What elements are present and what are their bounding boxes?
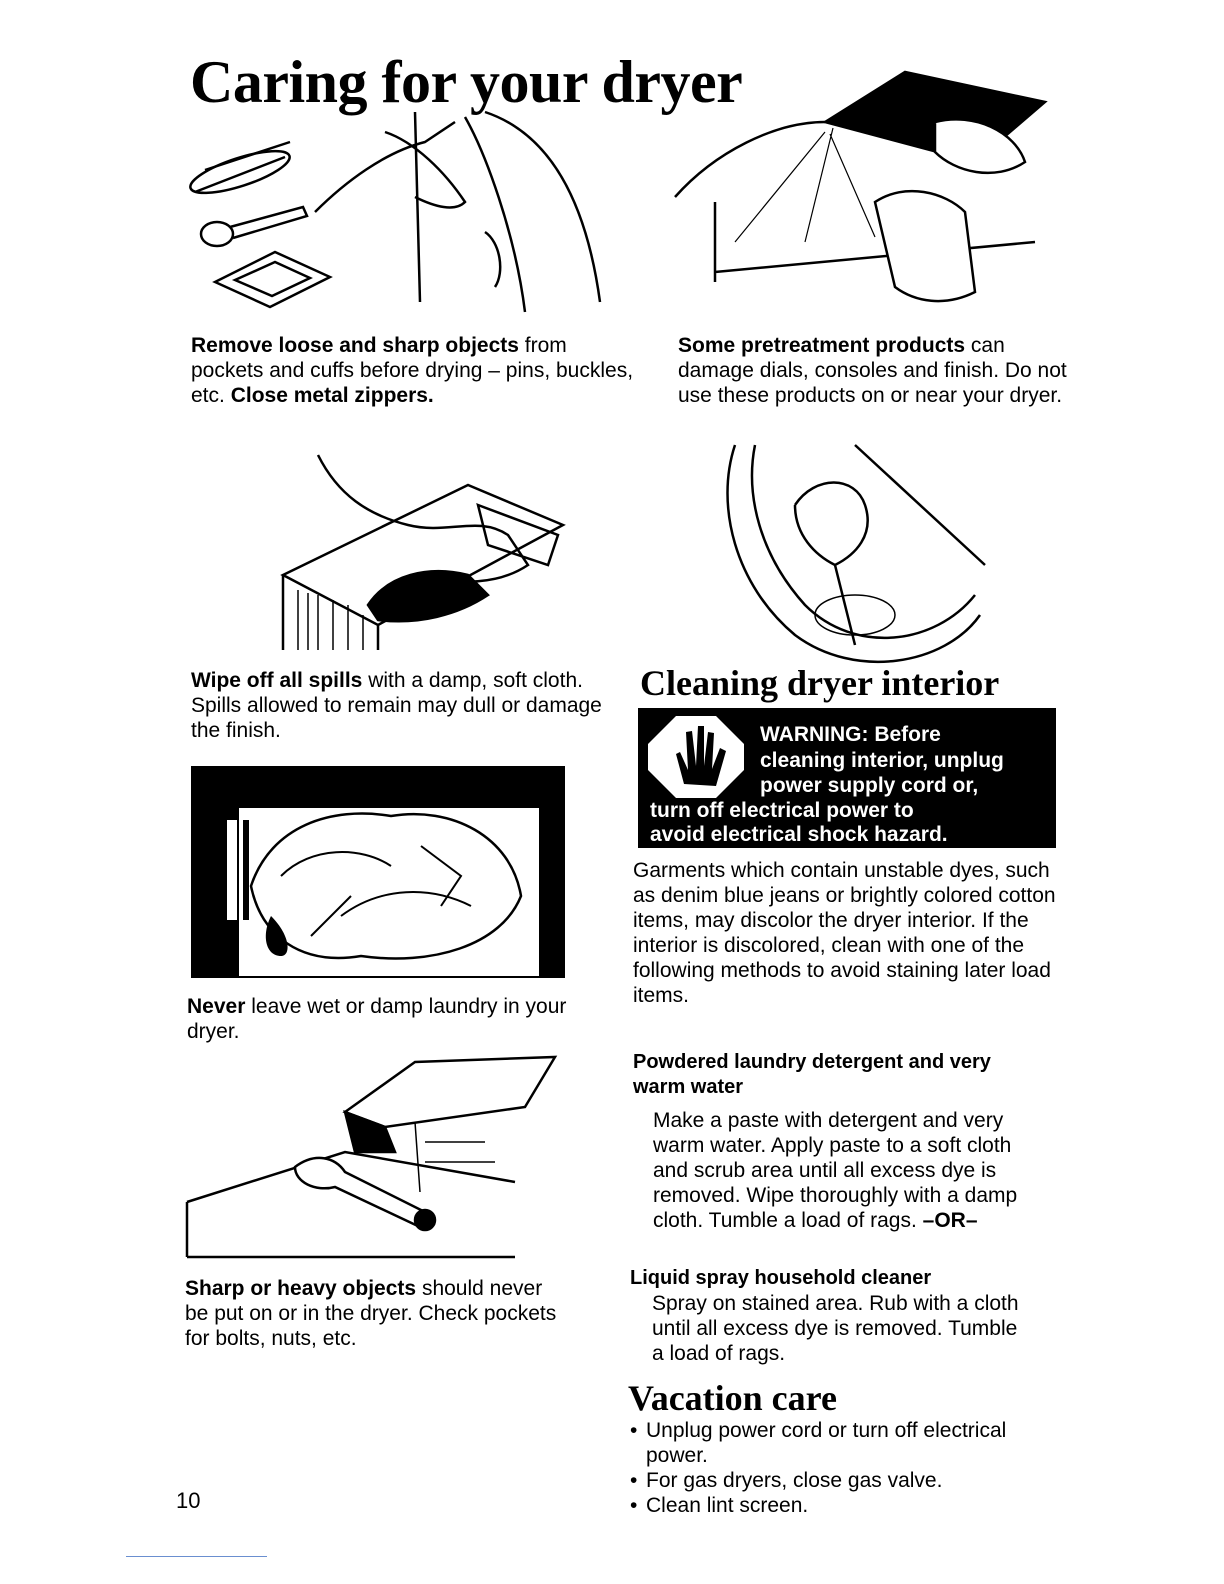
damp-laundry-illustration — [191, 766, 565, 978]
method1-heading: Powdered laundry detergent and very warm water — [633, 1051, 991, 1098]
footer-rule — [126, 1556, 267, 1557]
method1-text: Make a paste with detergent and very warm water. Apply paste to a soft cloth and scrub area until all excess dye is removed. Wipe thoroughly with a damp cloth. Tumble a load of rags. –OR– — [653, 1109, 1018, 1232]
list-item: • Unplug power cord or turn off electrical power. — [630, 1418, 1050, 1468]
sharp-objects-illustration — [185, 112, 605, 312]
vacation-list — [630, 1418, 1050, 1518]
clean-drum-illustration — [715, 445, 995, 665]
garments-text: Garments which contain unstable dyes, such as denim blue jeans or brightly colored cotton items, may discolor the dryer interior. If the interior is discolored, clean with one of the following methods to avoid staining later load items. — [633, 859, 1056, 1007]
heavy-objects-illustration — [185, 1052, 570, 1257]
method2-heading: Liquid spray household cleaner — [630, 1267, 932, 1289]
spray-products-illustration — [675, 62, 1050, 312]
cleaning-heading: Cleaning dryer interior — [640, 663, 1000, 703]
list-item: • For gas dryers, close gas valve. — [630, 1468, 1050, 1493]
warning-line-4: turn off electrical power to — [650, 799, 914, 822]
page-number: 10 — [176, 1488, 201, 1513]
never-text: Never leave wet or damp laundry in your dryer. — [187, 995, 567, 1043]
method2-text: Spray on stained area. Rub with a cloth until all excess dye is removed. Tumble a load of rags. — [652, 1292, 1019, 1365]
warning-line-2: cleaning interior, unplug — [760, 749, 1004, 772]
objects-text: Remove loose and sharp objects from pockets and cuffs before drying – pins, buckles, etc. Close metal zippers. — [191, 334, 634, 407]
sharp-text: Sharp or heavy objects should never be put on or in the dryer. Check pockets for bolts, nuts, etc. — [185, 1277, 557, 1350]
warning-box — [638, 708, 1056, 848]
pretreatment-text: Some pretreatment products can damage dials, consoles and finish. Do not use these products on or near your dryer. — [678, 334, 1067, 407]
vacation-heading: Vacation care — [628, 1378, 837, 1418]
stop-hand-icon — [646, 714, 746, 800]
warning-line-3: power supply cord or, — [760, 774, 979, 797]
list-item: • Clean lint screen. — [630, 1493, 1050, 1518]
wipe-spill-illustration — [278, 455, 568, 655]
warning-line-1: WARNING: Before — [760, 723, 941, 746]
warning-line-5: avoid electrical shock hazard. — [650, 823, 948, 846]
spills-text: Wipe off all spills with a damp, soft cloth. Spills allowed to remain may dull or damage the finish. — [191, 669, 602, 742]
page-title: Caring for your dryer — [190, 49, 743, 115]
